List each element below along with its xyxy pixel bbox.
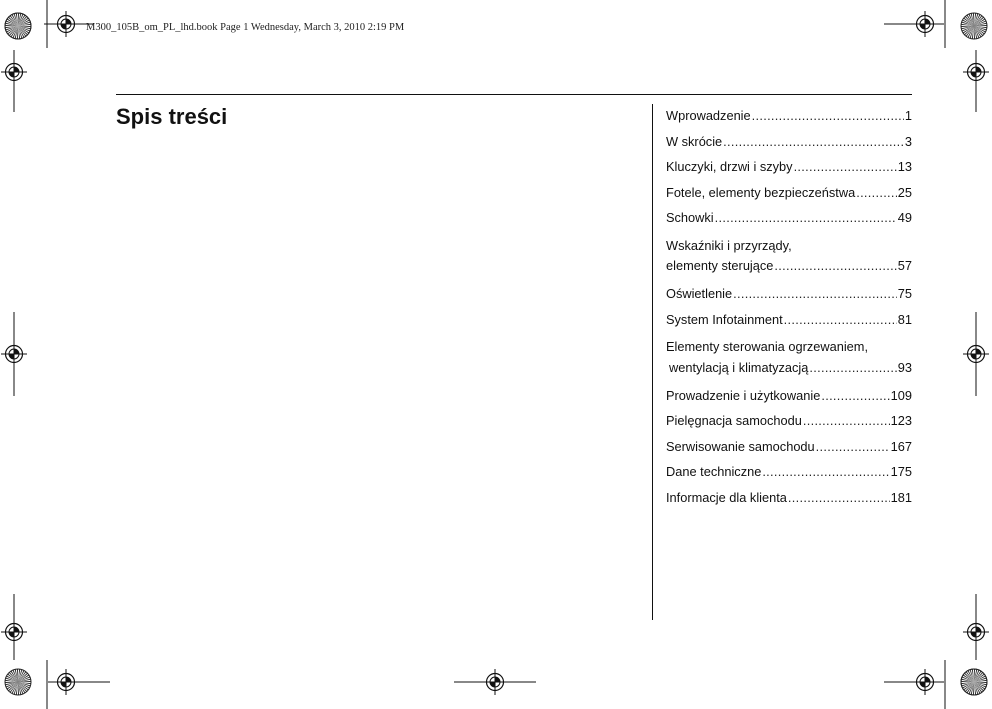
toc-item-prowadzenie[interactable]	[666, 388, 912, 404]
toc-leader	[784, 312, 897, 328]
registration-mark-icon	[958, 312, 992, 396]
filled-starburst-icon	[0, 656, 46, 709]
toc-label: Informacje dla klienta	[666, 489, 787, 505]
print-slug: M300_105B_om_PL_lhd.book Page 1 Wednesday, March 3, 2010 2:19 PM	[86, 22, 405, 33]
toc-label: Kluczyki, drzwi i szyby	[666, 159, 793, 174]
toc-page-number: 109	[890, 387, 912, 403]
toc-label-line2: wentylacją i klimatyzacją	[669, 359, 809, 375]
toc-leader	[816, 439, 890, 455]
registration-mark-icon	[0, 312, 34, 396]
toc-item-w-skrocie[interactable]	[666, 134, 912, 150]
toc-item-wskazniki[interactable]	[666, 236, 912, 277]
toc-page-number: 75	[897, 286, 912, 301]
toc-item-schowki[interactable]	[666, 210, 912, 226]
toc-leader	[723, 134, 904, 150]
toc-page-number: 49	[897, 210, 912, 225]
toc-label: W skrócie	[666, 133, 723, 149]
toc-leader	[752, 108, 904, 124]
toc-label-line2: elementy sterujące	[666, 258, 774, 273]
toc-leader	[821, 388, 889, 404]
starburst-icon	[946, 656, 992, 709]
registration-mark-icon	[884, 10, 944, 42]
toc-label: Serwisowanie samochodu	[666, 438, 815, 454]
table-of-contents	[666, 108, 912, 515]
toc-label: Schowki	[666, 210, 714, 225]
toc-page-number: 93	[897, 359, 912, 375]
toc-item-dane-techniczne[interactable]	[666, 464, 912, 480]
toc-page-number: 81	[897, 311, 912, 327]
registration-mark-icon	[48, 668, 110, 700]
toc-page-number: 175	[890, 464, 912, 479]
toc-leader	[715, 210, 897, 226]
filled-starburst-icon	[946, 0, 992, 52]
toc-leader	[856, 185, 897, 201]
toc-item-serwisowanie[interactable]	[666, 439, 912, 455]
top-rule	[116, 94, 912, 95]
toc-page-number: 1	[904, 108, 912, 123]
registration-mark-icon	[884, 668, 944, 700]
toc-item-infotainment[interactable]	[666, 312, 912, 328]
toc-page-number: 123	[890, 413, 912, 428]
toc-leader	[774, 256, 896, 277]
toc-label: Pielęgnacja samochodu	[666, 413, 802, 428]
registration-mark-icon	[958, 50, 992, 112]
toc-label-line1: Elementy sterowania ogrzewaniem,	[666, 339, 869, 354]
toc-page-number: 13	[897, 159, 912, 174]
registration-mark-icon	[958, 594, 992, 660]
toc-leader	[733, 286, 897, 302]
toc-label: Dane techniczne	[666, 464, 762, 479]
toc-label: Wprowadzenie	[666, 108, 751, 123]
toc-label: Fotele, elementy bezpieczeństwa	[666, 184, 856, 200]
column-divider	[652, 104, 653, 620]
toc-leader	[762, 464, 889, 480]
page-title: Spis treści	[116, 104, 228, 129]
toc-label: Prowadzenie i użytkowanie	[666, 387, 821, 403]
toc-page-number: 25	[897, 184, 912, 200]
toc-leader	[809, 358, 896, 379]
toc-item-wprowadzenie[interactable]	[666, 108, 912, 124]
registration-mark-icon	[454, 668, 536, 704]
toc-label: Oświetlenie	[666, 286, 733, 301]
toc-item-pielegnacja[interactable]	[666, 413, 912, 429]
toc-page-number: 57	[897, 258, 912, 273]
toc-label: System Infotainment	[666, 311, 783, 327]
toc-page-number: 3	[904, 133, 912, 149]
toc-item-oswietlenie[interactable]	[666, 286, 912, 302]
registration-mark-icon	[0, 50, 34, 112]
toc-leader	[803, 413, 890, 429]
toc-leader	[794, 159, 897, 175]
crop-line	[46, 0, 48, 50]
starburst-icon	[0, 0, 46, 52]
registration-mark-icon	[0, 594, 34, 660]
toc-page-number: 167	[890, 438, 912, 454]
toc-item-kluczyki[interactable]	[666, 159, 912, 175]
toc-label-line1: Wskaźniki i przyrządy,	[666, 237, 792, 253]
toc-leader	[788, 490, 890, 506]
toc-item-informacje[interactable]	[666, 490, 912, 506]
toc-page-number: 181	[890, 489, 912, 505]
toc-item-ogrzewanie[interactable]	[666, 337, 912, 378]
toc-item-fotele[interactable]	[666, 185, 912, 201]
